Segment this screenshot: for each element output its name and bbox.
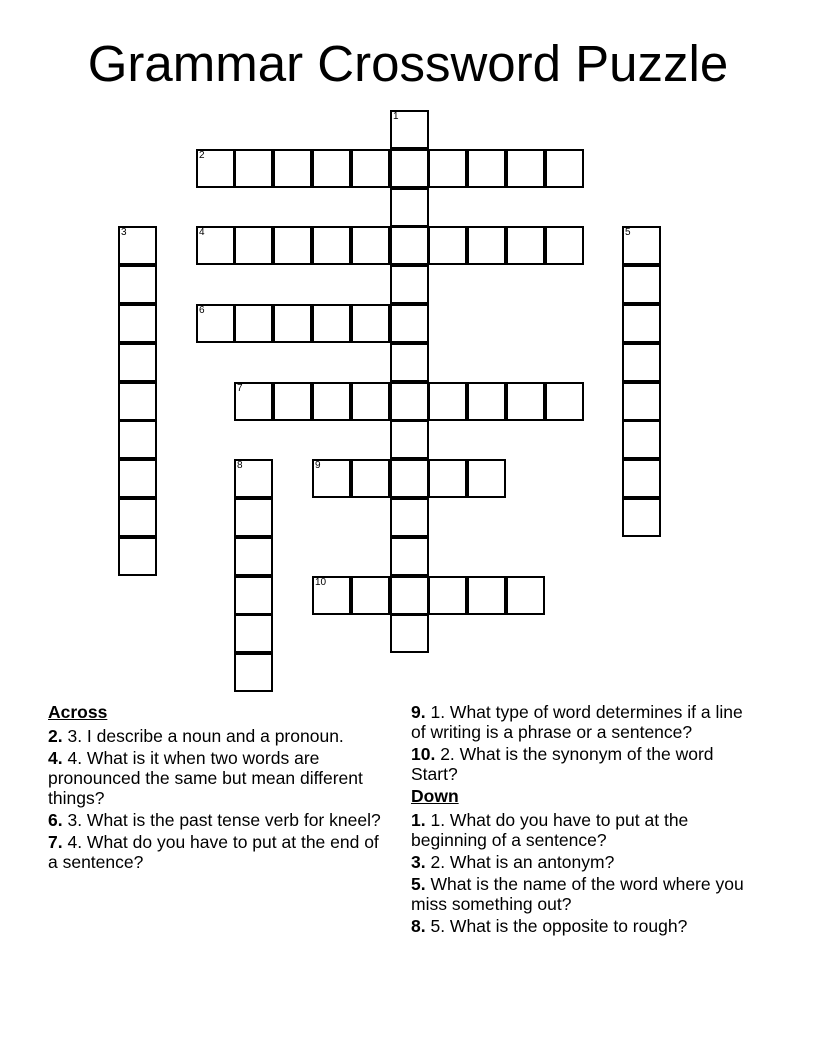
crossword-cell[interactable]	[234, 459, 273, 498]
clue-number: 6.	[48, 810, 63, 830]
crossword-cell[interactable]	[234, 653, 273, 692]
down-clue	[411, 852, 761, 872]
crossword-cell[interactable]	[390, 576, 429, 615]
crossword-cell[interactable]	[196, 149, 235, 188]
clue-number: 5.	[411, 874, 426, 894]
crossword-cell[interactable]	[467, 576, 506, 615]
clue-number: 7.	[48, 832, 63, 852]
crossword-cell[interactable]	[118, 265, 157, 304]
crossword-cell[interactable]	[273, 149, 312, 188]
crossword-cell[interactable]	[467, 459, 506, 498]
clue-number: 4.	[48, 748, 63, 768]
crossword-cell[interactable]	[390, 304, 429, 343]
crossword-cell[interactable]	[622, 226, 661, 265]
clue-text: 5. What is the opposite to rough?	[425, 916, 688, 936]
clue-text: 2. What is the synonym of the word Start?	[411, 744, 714, 784]
crossword-cell[interactable]	[390, 226, 429, 265]
across-clue	[411, 744, 761, 784]
clue-number: 8.	[411, 916, 426, 936]
crossword-cell[interactable]	[622, 459, 661, 498]
across-heading: Across	[48, 702, 108, 722]
crossword-cell[interactable]	[622, 265, 661, 304]
crossword-cell[interactable]	[622, 498, 661, 537]
down-heading: Down	[411, 786, 459, 806]
crossword-cell[interactable]	[118, 304, 157, 343]
across-clue	[411, 702, 761, 742]
crossword-cell[interactable]	[390, 614, 429, 653]
across-clue	[48, 832, 388, 872]
crossword-cell[interactable]	[351, 576, 390, 615]
across-clue	[48, 810, 388, 830]
crossword-cell[interactable]	[545, 382, 584, 421]
crossword-cell[interactable]	[196, 226, 235, 265]
crossword-cell[interactable]	[506, 576, 545, 615]
crossword-cell[interactable]	[506, 226, 545, 265]
cell-number: 2	[199, 150, 205, 161]
crossword-cell[interactable]	[622, 304, 661, 343]
crossword-cell[interactable]	[234, 537, 273, 576]
crossword-cell[interactable]	[390, 420, 429, 459]
crossword-cell[interactable]	[234, 149, 273, 188]
crossword-cell[interactable]	[312, 304, 351, 343]
crossword-cell[interactable]	[118, 343, 157, 382]
cell-number: 10	[315, 577, 327, 588]
clues-column-left	[48, 702, 388, 874]
crossword-cell[interactable]	[467, 149, 506, 188]
cell-number: 7	[237, 383, 243, 394]
crossword-cell[interactable]	[234, 382, 273, 421]
crossword-cell[interactable]	[428, 576, 467, 615]
crossword-cell[interactable]	[390, 498, 429, 537]
crossword-cell[interactable]	[390, 537, 429, 576]
crossword-cell[interactable]	[118, 498, 157, 537]
crossword-cell[interactable]	[234, 498, 273, 537]
crossword-cell[interactable]	[390, 110, 429, 149]
crossword-cell[interactable]	[118, 459, 157, 498]
crossword-cell[interactable]	[196, 304, 235, 343]
down-clue	[411, 916, 761, 936]
crossword-cell[interactable]	[118, 537, 157, 576]
clue-text: 1. What type of word determines if a line of writing is a phrase or a sentence?	[411, 702, 743, 742]
clue-number: 2.	[48, 726, 63, 746]
across-clue	[48, 726, 388, 746]
crossword-cell[interactable]	[390, 343, 429, 382]
cell-number: 4	[199, 227, 205, 238]
page-title: Grammar Crossword Puzzle	[87, 35, 729, 92]
cell-number: 1	[393, 111, 399, 122]
clue-text: 3. I describe a noun and a pronoun.	[62, 726, 344, 746]
crossword-cell[interactable]	[390, 382, 429, 421]
crossword-cell[interactable]	[118, 382, 157, 421]
crossword-cell[interactable]	[390, 149, 429, 188]
crossword-cell[interactable]	[506, 149, 545, 188]
crossword-cell[interactable]	[312, 149, 351, 188]
clue-text: 2. What is an antonym?	[425, 852, 615, 872]
crossword-cell[interactable]	[118, 420, 157, 459]
clue-number: 9.	[411, 702, 426, 722]
crossword-cell[interactable]	[273, 382, 312, 421]
crossword-cell[interactable]	[312, 226, 351, 265]
crossword-cell[interactable]	[273, 226, 312, 265]
crossword-cell[interactable]	[312, 459, 351, 498]
clue-text: What is the name of the word where you miss something out?	[411, 874, 744, 914]
clue-text: 3. What is the past tense verb for kneel?	[62, 810, 381, 830]
cell-number: 6	[199, 305, 205, 316]
crossword-cell[interactable]	[118, 226, 157, 265]
crossword-cell[interactable]	[390, 188, 429, 227]
clue-text: 4. What do you have to put at the end of a sentence?	[48, 832, 379, 872]
down-clue	[411, 810, 761, 850]
clue-number: 1.	[411, 810, 426, 830]
cell-number: 5	[625, 227, 631, 238]
cell-number: 8	[237, 460, 243, 471]
crossword-cell[interactable]	[351, 459, 390, 498]
crossword-cell[interactable]	[234, 614, 273, 653]
crossword-cell[interactable]	[428, 149, 467, 188]
crossword-cell[interactable]	[234, 226, 273, 265]
across-clue	[48, 748, 388, 808]
crossword-cell[interactable]	[467, 382, 506, 421]
crossword-cell[interactable]	[273, 304, 312, 343]
crossword-cell[interactable]	[545, 149, 584, 188]
clue-text: 4. What is it when two words are pronounced the same but mean different things?	[48, 748, 363, 808]
crossword-cell[interactable]	[545, 226, 584, 265]
cell-number: 9	[315, 460, 321, 471]
clues-column-right	[411, 702, 761, 938]
clue-number: 3.	[411, 852, 426, 872]
crossword-cell[interactable]	[351, 149, 390, 188]
crossword-cell[interactable]	[390, 265, 429, 304]
crossword-cell[interactable]	[622, 343, 661, 382]
crossword-cell[interactable]	[390, 459, 429, 498]
crossword-cell[interactable]	[622, 420, 661, 459]
crossword-cell[interactable]	[351, 382, 390, 421]
crossword-cell[interactable]	[234, 576, 273, 615]
crossword-cell[interactable]	[467, 226, 506, 265]
crossword-cell[interactable]	[622, 382, 661, 421]
cell-number: 3	[121, 227, 127, 238]
crossword-cell[interactable]	[351, 304, 390, 343]
crossword-cell[interactable]	[428, 226, 467, 265]
crossword-cell[interactable]	[312, 576, 351, 615]
crossword-cell[interactable]	[312, 382, 351, 421]
crossword-cell[interactable]	[428, 459, 467, 498]
crossword-cell[interactable]	[428, 382, 467, 421]
crossword-cell[interactable]	[234, 304, 273, 343]
down-clue	[411, 874, 761, 914]
clue-number: 10.	[411, 744, 436, 764]
crossword-cell[interactable]	[351, 226, 390, 265]
crossword-cell[interactable]	[506, 382, 545, 421]
clue-text: 1. What do you have to put at the beginning of a sentence?	[411, 810, 689, 850]
